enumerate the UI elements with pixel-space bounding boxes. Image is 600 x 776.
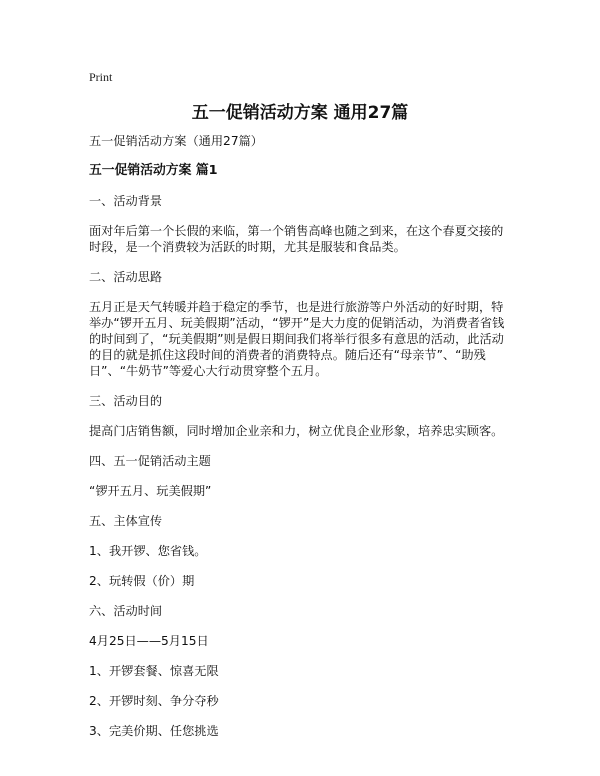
document-title: 五一促销活动方案 通用27篇 (191, 103, 409, 123)
document-subtitle: 五一促销活动方案（通用27篇） (89, 134, 263, 148)
heading-theme: 四、五一促销活动主题 (89, 454, 211, 468)
promo-item-2: 2、玩转假（价）期 (89, 574, 195, 588)
theme-text: “锣开五月、玩美假期” (89, 484, 212, 498)
heading-time: 六、活动时间 (89, 604, 163, 618)
heading-approach: 二、活动思路 (89, 270, 163, 284)
time-range: 4月25日——5月15日 (89, 634, 209, 648)
heading-promo: 五、主体宣传 (89, 514, 163, 528)
print-label: Print (89, 70, 113, 84)
section-title: 五一促销活动方案 篇1 (89, 163, 218, 178)
list-item-2: 2、开锣时刻、争分夺秒 (89, 694, 219, 708)
paragraph-goal: 提高门店销售额，同时增加企业亲和力，树立优良企业形象，培养忠实顾客。 (89, 424, 504, 438)
heading-goal: 三、活动目的 (89, 394, 163, 408)
heading-background: 一、活动背景 (89, 194, 163, 208)
document-body (89, 133, 515, 753)
paragraph-background: 面对年后第一个长假的来临，第一个销售高峰也随之到来，在这个春夏交接的时段，是一个消费较为活跃的时期，尤其是服装和食品类。 (89, 224, 504, 254)
promo-item-1: 1、我开锣、您省钱。 (89, 544, 207, 558)
paragraph-approach: 五月正是天气转暖并趋于稳定的季节，也是进行旅游等户外活动的好时期，特举办“锣开五月、玩美假期”活动，“锣开”是大力度的促销活动，为消费者省钱的时间到了，“玩美假期”则是假日期间我们将举行很多有意思的活动，此活动的目的就是抓住这段时间的消费者的消费特点。随后还有“母亲节”、“助残日”、“牛奶节”等爱心大行动贯穿整个五月。 (89, 300, 505, 378)
list-item-1: 1、开锣套餐、惊喜无限 (89, 664, 219, 678)
list-item-3: 3、完美价期、任您挑选 (89, 724, 219, 738)
